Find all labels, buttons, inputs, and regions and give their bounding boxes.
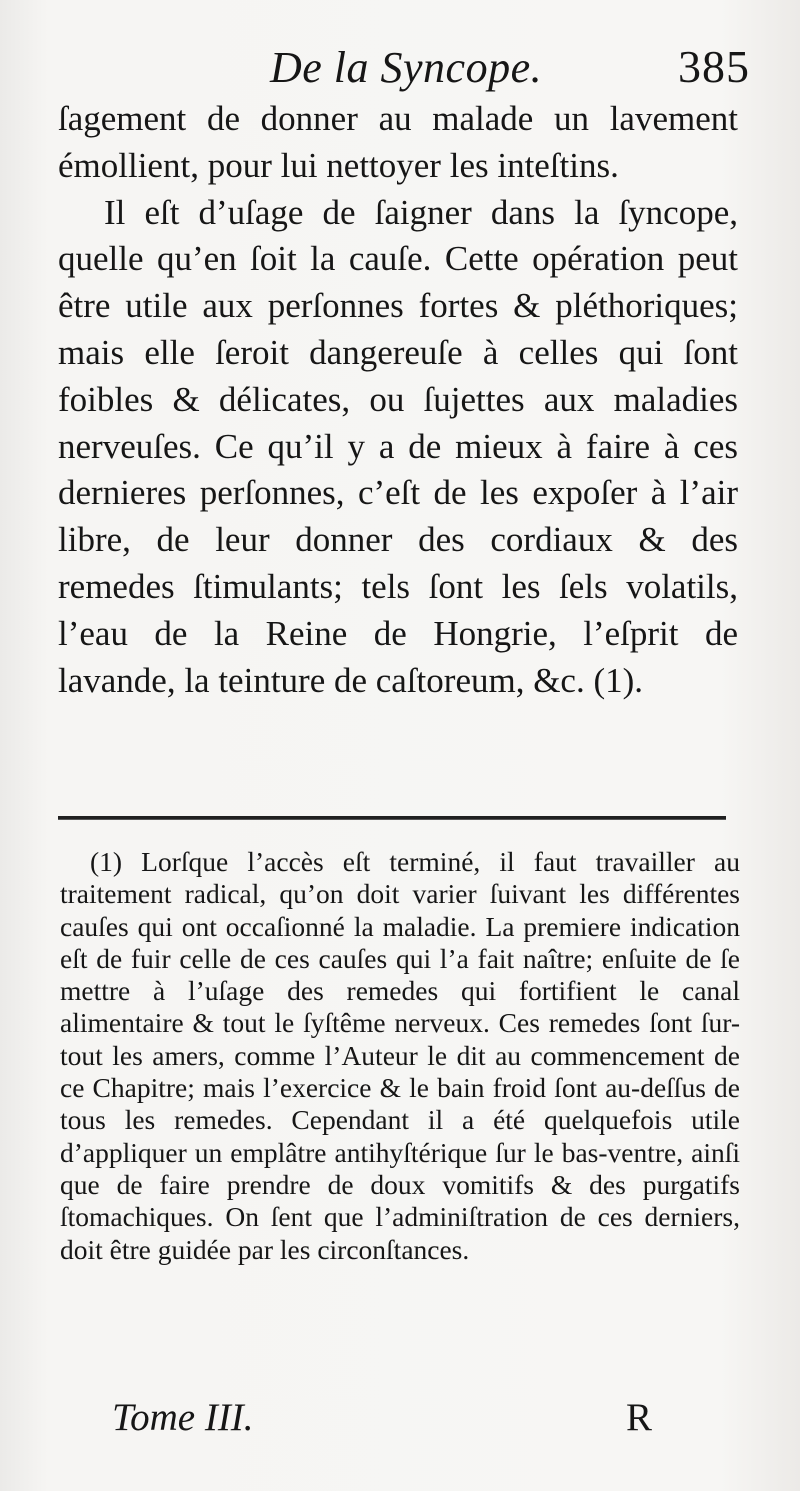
footnote-divider <box>58 816 726 820</box>
gathering-mark: R <box>625 1396 652 1439</box>
footnote-text: (1) Lorſque l’accès eſt terminé, il faut travailler au traitement radical, qu’on doit varier ſuivant les différentes cauſes qui ont occaſionné la maladie. La premiere indication eſt de fuir celle de ces cauſes qui l’a fait naître; enſuite de ſe mettre à l’uſage des remedes qui fortifient le canal alimentaire & tout le ſyſtême nerveux. Ces remedes ſont ſur-tout les amers, comme l’Auteur le dit au commencement de ce Chapitre; mais l’exercice & le bain froid ſont au-deſſus de tous les remedes. Cependant il a été quelquefois utile d’appliquer un emplâtre antihyſtérique ſur le bas-ventre, ainſi que de faire prendre de doux vomitifs & des purgatifs ſtomachiques. On ſent que l’adminiſtration de ces derniers, doit être guidée par les circonſtances. <box>60 846 740 1265</box>
running-title: De la Syncope. <box>270 43 543 92</box>
paragraph-2: Il eſt d’uſage de ſaigner dans la ſyncope, quelle qu’en ſoit la cauſe. Cette opération peut être utile aux perſonnes fortes & pléthoriques; mais elle ſeroit dangereuſe à celles qui ſont foibles & délicates, ou ſujettes aux maladies nerveuſes. Ce qu’il y a de mieux à faire à ces dernieres perſonnes, c’eſt de les expoſer à l’air libre, de leur donner des cordiaux & des remedes ſtimulants; tels ſont les ſels volatils, l’eau de la Reine de Hongrie, l’eſprit de lavande, la teinture de caſtoreum, &c. (1). <box>58 192 738 700</box>
page-footer <box>112 1395 652 1455</box>
footnote <box>60 846 740 1266</box>
page-number: 385 <box>678 41 750 92</box>
paragraph-1: ſagement de donner au malade un lavement émollient, pour lui nettoyer les inteſtins. <box>58 99 738 185</box>
signature-mark: Tome III. <box>112 1396 254 1439</box>
page-header <box>60 40 750 100</box>
main-text <box>58 96 738 704</box>
